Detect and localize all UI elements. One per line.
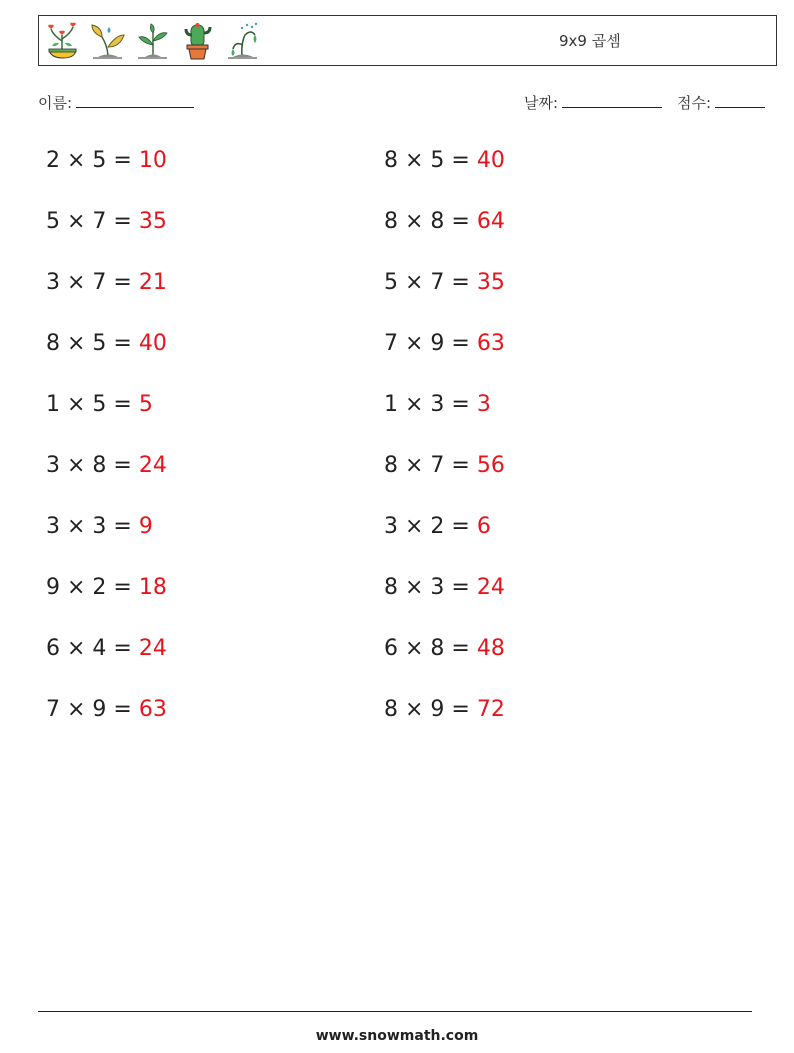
problem-answer: 35	[138, 209, 167, 234]
problem-item	[46, 263, 167, 303]
problem-answer: 5	[138, 392, 153, 417]
problem-item	[384, 446, 505, 486]
problem-answer: 9	[138, 514, 153, 539]
problem-operand-b: 7	[92, 270, 107, 295]
cactus-pot-icon	[180, 21, 215, 61]
problem-answer: 48	[476, 636, 505, 661]
footer-divider	[38, 1011, 752, 1012]
equals-sign: =	[106, 270, 139, 295]
flower-pot-icon	[45, 21, 80, 61]
equals-sign: =	[444, 331, 477, 356]
problem-operand-b: 4	[92, 636, 107, 661]
equals-sign: =	[444, 148, 477, 173]
equals-sign: =	[106, 697, 139, 722]
times-sign: ×	[398, 270, 431, 295]
problem-operand-a: 5	[46, 209, 60, 234]
equals-sign: =	[444, 270, 477, 295]
problem-operand-a: 1	[384, 392, 398, 417]
problem-operand-b: 5	[92, 392, 107, 417]
equals-sign: =	[444, 636, 477, 661]
score-field	[677, 92, 765, 113]
date-field	[524, 92, 662, 113]
problem-item	[384, 568, 505, 608]
problem-operand-b: 9	[430, 331, 445, 356]
problem-operand-b: 3	[92, 514, 107, 539]
problem-operand-a: 6	[384, 636, 398, 661]
times-sign: ×	[398, 575, 431, 600]
watering-plant-icon	[225, 21, 260, 61]
problem-operand-a: 8	[384, 209, 398, 234]
problem-item	[384, 324, 505, 364]
problem-answer: 72	[476, 697, 505, 722]
problem-operand-a: 7	[384, 331, 398, 356]
header-box	[38, 15, 777, 66]
times-sign: ×	[60, 575, 93, 600]
problem-item	[384, 141, 505, 181]
times-sign: ×	[60, 392, 93, 417]
seedling-icon	[135, 21, 170, 61]
equals-sign: =	[444, 209, 477, 234]
name-blank[interactable]	[76, 92, 194, 108]
problem-answer: 64	[476, 209, 505, 234]
problem-answer: 6	[476, 514, 491, 539]
problem-operand-b: 3	[430, 392, 445, 417]
problem-operand-b: 2	[92, 575, 107, 600]
problem-answer: 40	[138, 331, 167, 356]
problem-answer: 63	[138, 697, 167, 722]
times-sign: ×	[398, 148, 431, 173]
sprout-water-icon	[90, 21, 125, 61]
problem-item	[46, 202, 167, 242]
times-sign: ×	[60, 514, 93, 539]
times-sign: ×	[60, 148, 93, 173]
equals-sign: =	[106, 636, 139, 661]
problem-answer: 21	[138, 270, 167, 295]
problem-answer: 24	[476, 575, 505, 600]
problem-operand-a: 5	[384, 270, 398, 295]
times-sign: ×	[60, 270, 93, 295]
times-sign: ×	[60, 331, 93, 356]
problem-operand-b: 8	[430, 636, 445, 661]
problem-operand-b: 5	[430, 148, 445, 173]
problem-item	[384, 629, 505, 669]
problem-operand-b: 3	[430, 575, 445, 600]
times-sign: ×	[398, 331, 431, 356]
name-field	[38, 92, 194, 113]
problem-item	[46, 507, 153, 547]
equals-sign: =	[106, 209, 139, 234]
equals-sign: =	[444, 453, 477, 478]
worksheet-title: 9x9 곱셈	[559, 32, 621, 50]
problem-item	[384, 202, 505, 242]
problem-operand-a: 2	[46, 148, 60, 173]
problem-operand-b: 9	[92, 697, 107, 722]
problem-item	[46, 446, 167, 486]
problem-item	[46, 568, 167, 608]
problem-operand-a: 8	[384, 148, 398, 173]
problem-item	[384, 507, 491, 547]
problem-item	[46, 690, 167, 730]
problem-answer: 35	[476, 270, 505, 295]
problem-item	[46, 141, 167, 181]
problem-operand-b: 7	[430, 270, 445, 295]
equals-sign: =	[444, 392, 477, 417]
equals-sign: =	[444, 514, 477, 539]
date-label: 날짜:	[524, 94, 559, 112]
problem-answer: 24	[138, 636, 167, 661]
problem-operand-a: 8	[384, 697, 398, 722]
problem-operand-a: 9	[46, 575, 60, 600]
score-label: 점수:	[677, 94, 712, 112]
equals-sign: =	[106, 514, 139, 539]
problem-answer: 10	[138, 148, 167, 173]
times-sign: ×	[398, 514, 431, 539]
times-sign: ×	[398, 697, 431, 722]
problem-operand-a: 8	[384, 575, 398, 600]
problem-item	[384, 263, 505, 303]
equals-sign: =	[444, 697, 477, 722]
problem-item	[384, 690, 505, 730]
problem-item	[384, 385, 491, 425]
problem-operand-b: 9	[430, 697, 445, 722]
problem-answer: 63	[476, 331, 505, 356]
problem-operand-a: 7	[46, 697, 60, 722]
times-sign: ×	[398, 453, 431, 478]
problem-operand-b: 8	[92, 453, 107, 478]
times-sign: ×	[60, 636, 93, 661]
equals-sign: =	[106, 575, 139, 600]
score-blank[interactable]	[715, 92, 765, 108]
equals-sign: =	[106, 331, 139, 356]
times-sign: ×	[398, 636, 431, 661]
problem-operand-b: 8	[430, 209, 445, 234]
problem-operand-b: 7	[430, 453, 445, 478]
problem-operand-a: 6	[46, 636, 60, 661]
equals-sign: =	[444, 575, 477, 600]
problem-operand-b: 5	[92, 148, 107, 173]
equals-sign: =	[106, 453, 139, 478]
times-sign: ×	[60, 209, 93, 234]
times-sign: ×	[398, 209, 431, 234]
problem-operand-a: 3	[46, 453, 60, 478]
equals-sign: =	[106, 392, 139, 417]
problem-item	[46, 629, 167, 669]
problem-answer: 18	[138, 575, 167, 600]
problem-operand-a: 8	[46, 331, 60, 356]
plant-icons	[45, 20, 260, 62]
problem-operand-b: 2	[430, 514, 445, 539]
times-sign: ×	[60, 453, 93, 478]
times-sign: ×	[60, 697, 93, 722]
equals-sign: =	[106, 148, 139, 173]
problem-operand-b: 7	[92, 209, 107, 234]
name-label: 이름:	[38, 94, 73, 112]
footer-site: www.snowmath.com	[315, 1028, 479, 1044]
problem-answer: 3	[476, 392, 491, 417]
problem-operand-a: 1	[46, 392, 60, 417]
problem-item	[46, 385, 153, 425]
problem-operand-a: 3	[46, 270, 60, 295]
problem-item	[46, 324, 167, 364]
times-sign: ×	[398, 392, 431, 417]
problem-operand-a: 3	[384, 514, 398, 539]
date-blank[interactable]	[562, 92, 662, 108]
problem-answer: 56	[476, 453, 505, 478]
problem-operand-a: 8	[384, 453, 398, 478]
problem-answer: 40	[476, 148, 505, 173]
problem-answer: 24	[138, 453, 167, 478]
problem-operand-b: 5	[92, 331, 107, 356]
problem-operand-a: 3	[46, 514, 60, 539]
